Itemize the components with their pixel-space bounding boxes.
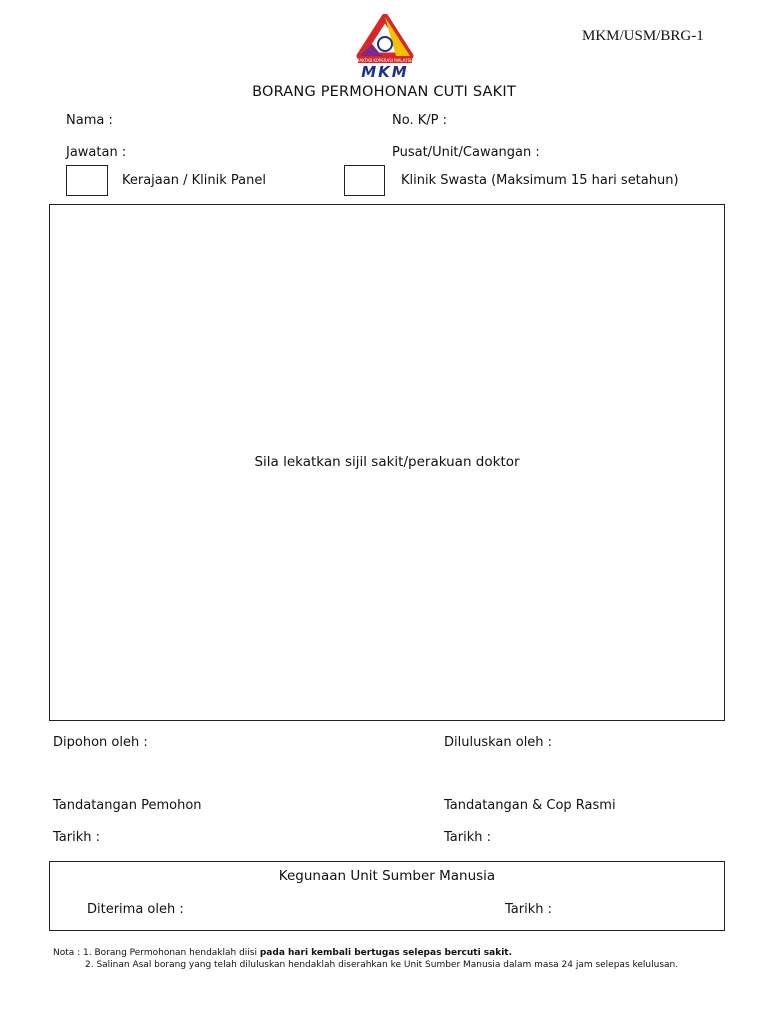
- kerajaan-checkbox[interactable]: [66, 165, 108, 196]
- hr-tarikh-label: Tarikh :: [505, 902, 552, 917]
- hr-section-title: Kegunaan Unit Sumber Manusia: [278, 868, 496, 884]
- no-kp-label: No. K/P :: [392, 113, 447, 128]
- form-title: BORANG PERMOHONAN CUTI SAKIT: [252, 84, 516, 100]
- document-code: MKM/USM/BRG-1: [582, 28, 704, 44]
- swasta-label: Klinik Swasta (Maksimum 15 hari setahun): [401, 173, 679, 188]
- logo-caption: MAKTAB KOPERASI MALAYSIA: [355, 58, 415, 63]
- diluluskan-label: Diluluskan oleh :: [444, 735, 553, 750]
- note-2: 2. Salinan Asal borang yang telah diluluskan hendaklah diserahkan ke Unit Sumber Manusia dalam masa 24 jam selepas kelulusan.: [85, 960, 679, 970]
- nama-label: Nama :: [66, 113, 113, 128]
- note-1-text: 1. Borang Permohonan hendaklah diisi: [83, 948, 260, 958]
- attachment-instruction: Sila lekatkan sijil sakit/perakuan doktor: [254, 454, 520, 470]
- dipohon-label: Dipohon oleh :: [53, 735, 148, 750]
- swasta-checkbox[interactable]: [344, 165, 385, 196]
- kerajaan-label: Kerajaan / Klinik Panel: [122, 173, 266, 188]
- note-1-bold: pada hari kembali bertugas selepas bercuti sakit.: [259, 948, 513, 958]
- tarikh-pelulus-label: Tarikh :: [444, 830, 491, 845]
- tarikh-pemohon-label: Tarikh :: [53, 830, 100, 845]
- diterima-label: Diterima oleh :: [87, 902, 184, 917]
- pusat-label: Pusat/Unit/Cawangan :: [392, 145, 540, 160]
- tandatangan-cop-label: Tandatangan & Cop Rasmi: [444, 798, 616, 813]
- jawatan-label: Jawatan :: [66, 145, 127, 160]
- note-1: [53, 948, 512, 958]
- note-prefix: Nota :: [53, 948, 84, 958]
- logo-text: MKM: [361, 63, 409, 81]
- tandatangan-pemohon-label: Tandatangan Pemohon: [53, 798, 202, 813]
